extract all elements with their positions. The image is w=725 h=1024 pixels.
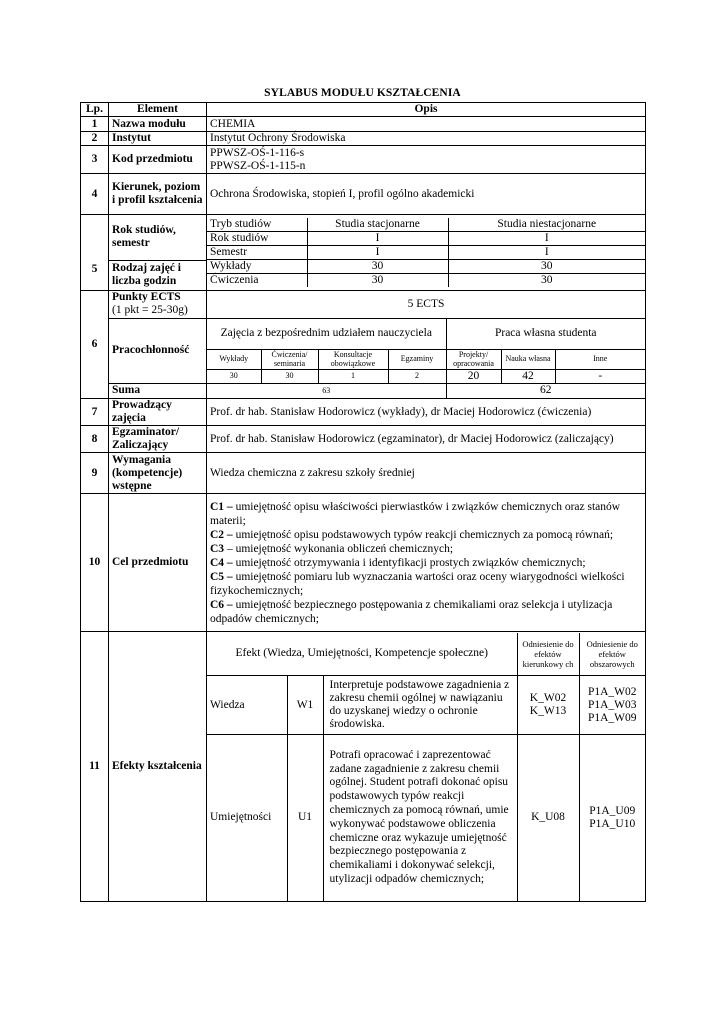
effect-header: Efekt (Wiedza, Umiejętności, Kompetencje społeczne)	[207, 633, 517, 676]
header-element: Element	[109, 103, 207, 117]
goal-item: C6 – umiejętność bezpiecznego postępowania z chemikaliami oraz selekcja i utylizacja odpadów chemicznych;	[210, 598, 613, 625]
ects-value: 5 ECTS	[207, 291, 645, 318]
row-code: 3 Kod przedmiotu PPWSZ-OŚ-1-116-s PPWSZ-OŚ-1-115-n	[81, 146, 646, 174]
goal-item: C4 – umiejętność otrzymywania i identyfikacji prostych związków chemicznych;	[210, 556, 586, 569]
goal-item: C5 – umiejętność pomiaru lub wyznaczania wartości oraz oceny wiarygodności wielkości fizykochemicznych;	[210, 570, 625, 597]
sum-self-study: 62	[446, 383, 645, 398]
workload-label: Pracochłonność	[109, 318, 206, 383]
syllabus-table	[80, 102, 646, 902]
examiner-value: Prof. dr hab. Stanisław Hodorowicz (egzaminator), dr Maciej Hodorowicz (zaliczający)	[207, 426, 646, 453]
document-title: SYLABUS MODUŁU KSZTAŁCENIA	[264, 87, 461, 99]
effect-row-skills: Umiejętności U1 Potrafi opracować i zaprezentować zadane zagadnienie z zakresu chemii ogólnej. Student potrafi dokonać opisu podstawowych typów reakcji chemicznych za pomocą równań, umie wykonywać podstawowe obliczenia chemiczne oraz wykazuje umiejętność bezpiecznego postępowania z chemikaliami i dokonywać selekcji, utylizacji odpadów chemicznych; K_U08 P1A_U09 P1A_U10	[207, 735, 645, 901]
requirements-value: Wiedza chemiczna z zakresu szkoły średniej	[207, 453, 646, 494]
workload-table: 5 ECTS Zajęcia z bezpośrednim udziałem nauczyciela Praca własna studenta Wykłady Ćwiczenia/ seminaria Konsultacje obowiązkowe Egzaminy Projekty/ opracowania Nauka własna Inne 30 30 1 2 20 42 - 63 62	[207, 291, 645, 398]
area-ref-header: Odniesienie do efektów obszarowych	[579, 633, 645, 676]
goals-list	[207, 494, 646, 632]
row-effects: 11 Efekty kształcenia Efekt (Wiedza, Umiejętności, Kompetencje społeczne) Odniesienie do efektów kierunkowy ch Odniesienie do efektów obszarowych Wiedza W1 Interpretuje podstawowe zagadnienia z zakresu chemii ogólnej w nawiązaniu do uzyskanej wiedzy o ochronie środowiska. K_W02 K_W13 P1A_W02 P1A_W03 P1A_W09 Umiejętności U1 Potrafi opracować i zaprezentować zadane zagadnienie z zakresu chemii ogólnej. Student potrafi dokonać opisu podstawowych typów reakcji chemicznych za pomocą równań, umie wykonywać podstawowe obliczenia chemiczne oraz wykazuje umiejętność bezpiecznego postępowania z chemikaliami i dokonywać selekcji, utylizacji odpadów chemicznych; K_U08 P1A_U09 P1A_U10	[81, 632, 646, 902]
header-lp: Lp.	[81, 103, 109, 117]
effect-row-knowledge: Wiedza W1 Interpretuje podstawowe zagadnienia z zakresu chemii ogólnej w nawiązaniu do uzyskanej wiedzy o ochronie środowiska. K_W02 K_W13 P1A_W02 P1A_W03 P1A_W09	[207, 676, 645, 735]
study-mode-table: Tryb studiów Studia stacjonarne Studia niestacjonarne Rok studiów I I Semestr I I Wykłady 30 30 Ćwiczenia 30 30	[207, 218, 645, 287]
sum-label: Suma	[109, 383, 206, 398]
row-direction: 4 Kierunek, poziom i profil kształcenia Ochrona Środowiska, stopień I, profil ogólno akademicki	[81, 174, 646, 215]
row-examiner: 8 Egzaminator/ Zaliczający Prof. dr hab. Stanisław Hodorowicz (egzaminator), dr Maciej Hodorowicz (zaliczający)	[81, 426, 646, 453]
row-lecturers: 7 Prowadzący zajęcia Prof. dr hab. Stanisław Hodorowicz (wykłady), dr Maciej Hodorowicz (ćwiczenia)	[81, 399, 646, 426]
module-name-value: CHEMIA	[207, 117, 646, 132]
row-ects: 6 Punkty ECTS (1 pkt = 25-30g) Pracochłonność Suma 5 ECTS Zajęcia z bezpośrednim udziałem nauczyciela Praca własna studenta Wykłady Ćwiczenia/ seminaria Konsultacje obowiązkowe Egzaminy Projekty/ opracowania Nauka własna Inne 30 30 1 2 20 42 - 63 62	[81, 291, 646, 399]
row-module-name: 1 Nazwa modułu CHEMIA	[81, 117, 646, 132]
sum-contact: 63	[207, 383, 446, 398]
ects-label: Punkty ECTS (1 pkt = 25-30g)	[109, 291, 206, 318]
code-value: PPWSZ-OŚ-1-116-s PPWSZ-OŚ-1-115-n	[207, 146, 646, 174]
header-opis: Opis	[207, 103, 646, 117]
goal-item: C3 – umiejętność wykonania obliczeń chemicznych;	[210, 542, 454, 555]
effects-table	[207, 633, 645, 901]
direction-value: Ochrona Środowiska, stopień I, profil ogólno akademicki	[207, 174, 646, 215]
row-institute: 2 Instytut Instytut Ochrony Środowiska	[81, 132, 646, 146]
year-semester-label: Rok studiów, semestr	[109, 215, 206, 260]
row-year-hours: 5 Rok studiów, semestr Rodzaj zajęć i liczba godzin Tryb studiów Studia stacjonarne Studia niestacjonarne Rok studiów I I Semestr I I Wykłady 30 30 Ćwiczenia 30 30	[81, 215, 646, 291]
row-requirements: 9 Wymagania (kompetencje) wstępne Wiedza chemiczna z zakresu szkoły średniej	[81, 453, 646, 494]
institute-value: Instytut Ochrony Środowiska	[207, 132, 646, 146]
contact-hours-header: Zajęcia z bezpośrednim udziałem nauczyciela	[207, 318, 446, 349]
self-study-header: Praca własna studenta	[446, 318, 645, 349]
lecturers-value: Prof. dr hab. Stanisław Hodorowicz (wykłady), dr Maciej Hodorowicz (ćwiczenia)	[207, 399, 646, 426]
row-goal: 10 Cel przedmiotu C1 – umiejętność opisu właściwości pierwiastków i związków chemicznych oraz stanów materii; C2 – umiejętność opisu podstawowych typów reakcji chemicznych za pomocą równań; C3 – umiejętność wykonania obliczeń chemicznych; C4 – umiejętność otrzymywania i identyfikacji prostych związków chemicznych; C5 – umiejętność pomiaru lub wyznaczania wartości oraz oceny wiarygodności wielkości fizykochemicznych; C6 – umiejętność bezpiecznego postępowania z chemikaliami oraz selekcja i utylizacja odpadów chemicznych;	[81, 494, 646, 632]
hours-label: Rodzaj zajęć i liczba godzin	[109, 260, 206, 290]
goal-item: C2 – umiejętność opisu podstawowych typów reakcji chemicznych za pomocą równań;	[210, 528, 614, 541]
directional-ref-header: Odniesienie do efektów kierunkowy ch	[517, 633, 579, 676]
goal-item: C1 – umiejętność opisu właściwości pierwiastków i związków chemicznych oraz stanów materii;	[210, 500, 621, 527]
